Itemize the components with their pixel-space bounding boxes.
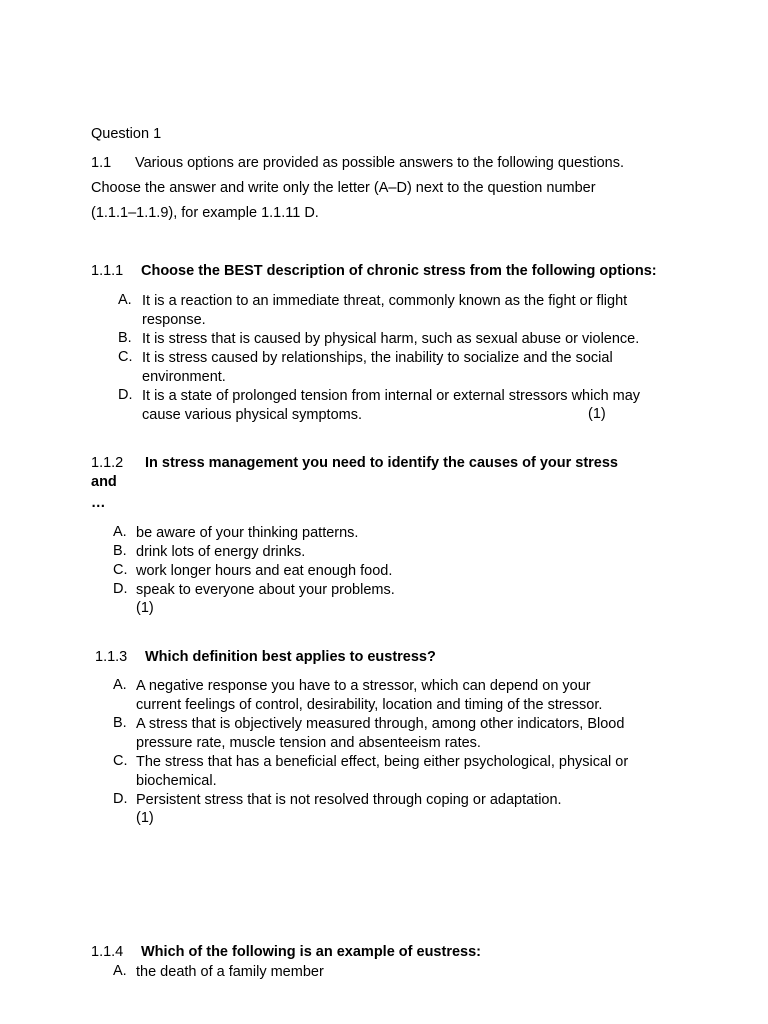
option-text-line-1: It is stress caused by relationships, the inability to socialize and the social: [142, 350, 613, 366]
option-text-line-1: the death of a family member: [136, 964, 324, 980]
question-text-line-1: In stress management you need to identify the causes of your stress: [145, 455, 618, 471]
intro-line-3: (1.1.1–1.1.9), for example 1.1.11 D.: [91, 205, 319, 221]
option-letter: B.: [113, 715, 127, 731]
question-number: 1.1.3: [95, 649, 128, 665]
option-letter: B.: [113, 543, 127, 559]
question-text-line-3: …: [91, 495, 106, 511]
option-text-line-2: current feelings of control, desirability, location and timing of the stressor.: [136, 697, 603, 713]
option-text-line-1: drink lots of energy drinks.: [136, 544, 306, 560]
question-number: 1.1.1: [91, 263, 124, 279]
question-text: Which definition best applies to eustress?: [145, 649, 436, 665]
option-text-line-2: pressure rate, muscle tension and absenteeism rates.: [136, 735, 481, 751]
question-heading: Question 1: [91, 126, 162, 142]
option-text-line-1: be aware of your thinking patterns.: [136, 525, 359, 541]
option-text-line-2: response.: [142, 312, 206, 328]
option-letter: C.: [118, 349, 133, 365]
option-text-line-1: The stress that has a beneficial effect, being either psychological, physical or: [136, 754, 629, 770]
question-number: 1.1.4: [91, 944, 124, 960]
option-letter: A.: [113, 677, 127, 693]
intro-number: 1.1: [91, 155, 112, 171]
option-letter: A.: [113, 524, 127, 540]
option-letter: C.: [113, 562, 128, 578]
option-text-line-2: environment.: [142, 369, 226, 385]
option-text-line-1: work longer hours and eat enough food.: [136, 563, 393, 579]
option-text-line-1: speak to everyone about your problems.: [136, 582, 395, 598]
option-text-line-1: It is a reaction to an immediate threat, commonly known as the fight or flight: [142, 293, 628, 309]
option-text-line-1: Persistent stress that is not resolved through coping or adaptation.: [136, 792, 562, 808]
mark-allocation: (1): [588, 406, 606, 422]
question-number: 1.1.2: [91, 455, 124, 471]
question-text: Choose the BEST description of chronic stress from the following options:: [141, 263, 657, 279]
question-text: Which of the following is an example of eustress:: [141, 944, 481, 960]
question-text-line-2: and: [91, 474, 117, 490]
intro-line-1: Various options are provided as possible answers to the following questions.: [135, 155, 624, 171]
option-text-line-1: A negative response you have to a stressor, which can depend on your: [136, 678, 591, 694]
option-text-line-2: biochemical.: [136, 773, 217, 789]
mark-allocation: (1): [136, 600, 154, 616]
intro-line-2: Choose the answer and write only the letter (A–D) next to the question number: [91, 180, 596, 196]
option-text-line-2: cause various physical symptoms.: [142, 407, 362, 423]
option-text-line-1: A stress that is objectively measured through, among other indicators, Blood: [136, 716, 625, 732]
option-letter: D.: [113, 581, 128, 597]
mark-allocation: (1): [136, 810, 154, 826]
option-text-line-1: It is a state of prolonged tension from internal or external stressors which may: [142, 388, 641, 404]
option-letter: A.: [118, 292, 132, 308]
option-letter: A.: [113, 963, 127, 979]
option-letter: B.: [118, 330, 132, 346]
option-letter: D.: [113, 791, 128, 807]
option-letter: D.: [118, 387, 133, 403]
option-letter: C.: [113, 753, 128, 769]
option-text-line-1: It is stress that is caused by physical harm, such as sexual abuse or violence.: [142, 331, 640, 347]
